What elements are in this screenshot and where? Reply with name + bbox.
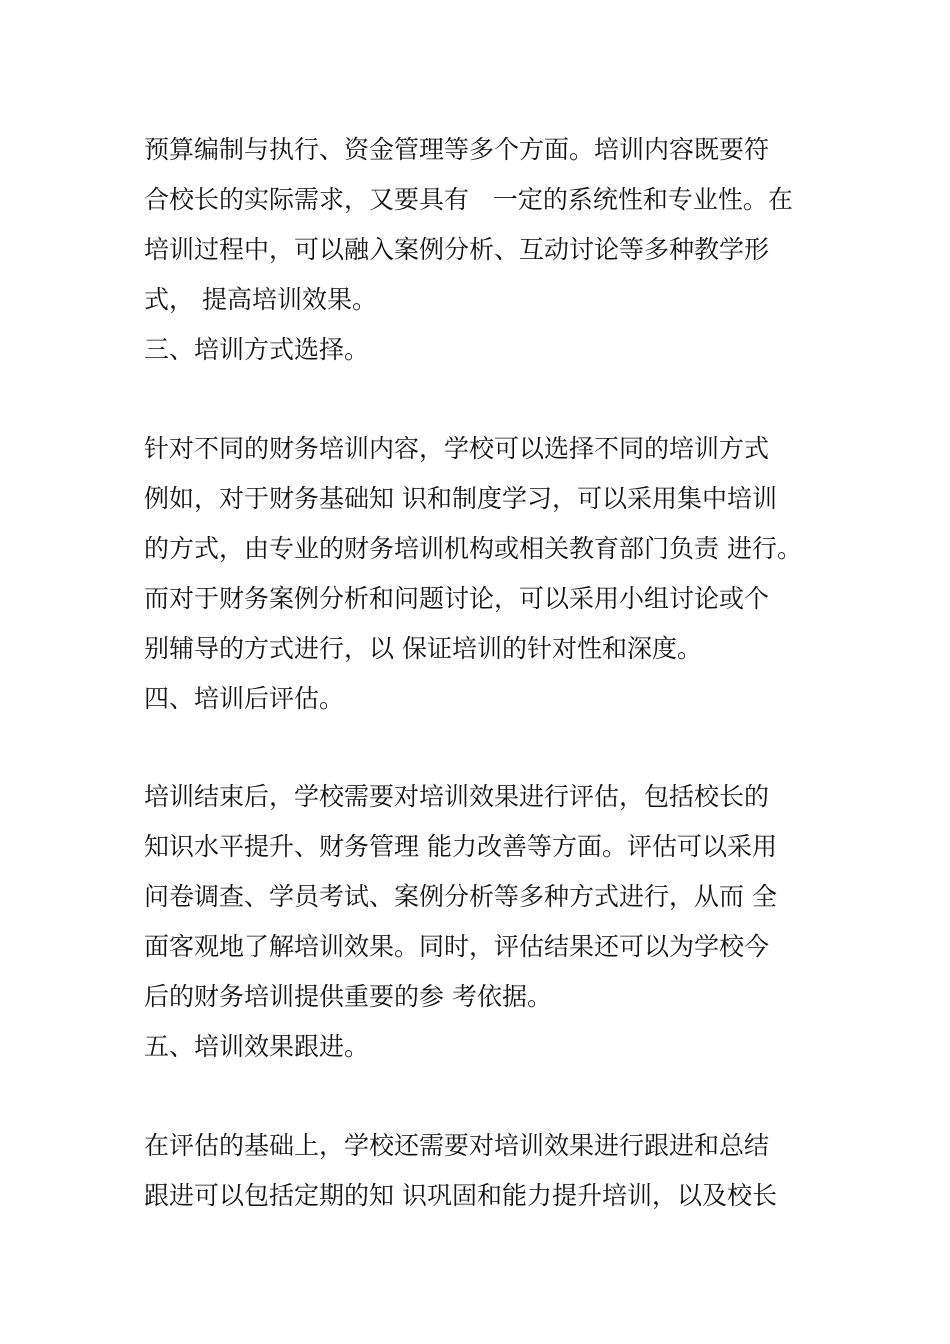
text-line: 面客观地了解培训效果。同时，评估结果还可以为学校今	[144, 932, 770, 961]
text-line: 后的财务培训提供重要的参 考依据。	[144, 982, 552, 1011]
text-line: 问卷调查、学员考试、案例分析等多种方式进行，从而 全	[144, 882, 777, 911]
text-line: 别辅导的方式进行，以 保证培训的针对性和深度。	[144, 634, 702, 663]
text-line: 例如，对于财务基础知 识和制度学习，可以采用集中培训	[144, 484, 777, 513]
text-line: 培训结束后，学校需要对培训效果进行评估，包括校长的	[144, 782, 770, 811]
text-line: 针对不同的财务培训内容，学校可以选择不同的培训方式	[144, 434, 770, 463]
text-line: 而对于财务案例分析和问题讨论，可以采用小组讨论或个	[144, 584, 770, 613]
section-heading: 四、培训后评估。	[144, 684, 345, 713]
text-line: 培训过程中，可以融入案例分析、互动讨论等多种教学形	[144, 235, 770, 264]
section-heading: 三、培训方式选择。	[144, 335, 370, 364]
text-line: 预算编制与执行、资金管理等多个方面。培训内容既要符	[144, 135, 770, 164]
text-line: 跟进可以包括定期的知 识巩固和能力提升培训，以及校长	[144, 1181, 777, 1210]
text-line: 合校长的实际需求，又要具有 一定的系统性和专业性。在	[144, 185, 793, 214]
section-heading: 五、培训效果跟进。	[144, 1032, 370, 1061]
text-line: 知识水平提升、财务管理 能力改善等方面。评估可以采用	[144, 832, 777, 861]
text-line: 在评估的基础上，学校还需要对培训效果进行跟进和总结	[144, 1131, 770, 1160]
text-line: 式， 提高培训效果。	[144, 285, 377, 314]
text-line: 的方式，由专业的财务培训机构或相关教育部门负责 进行。	[144, 534, 802, 563]
